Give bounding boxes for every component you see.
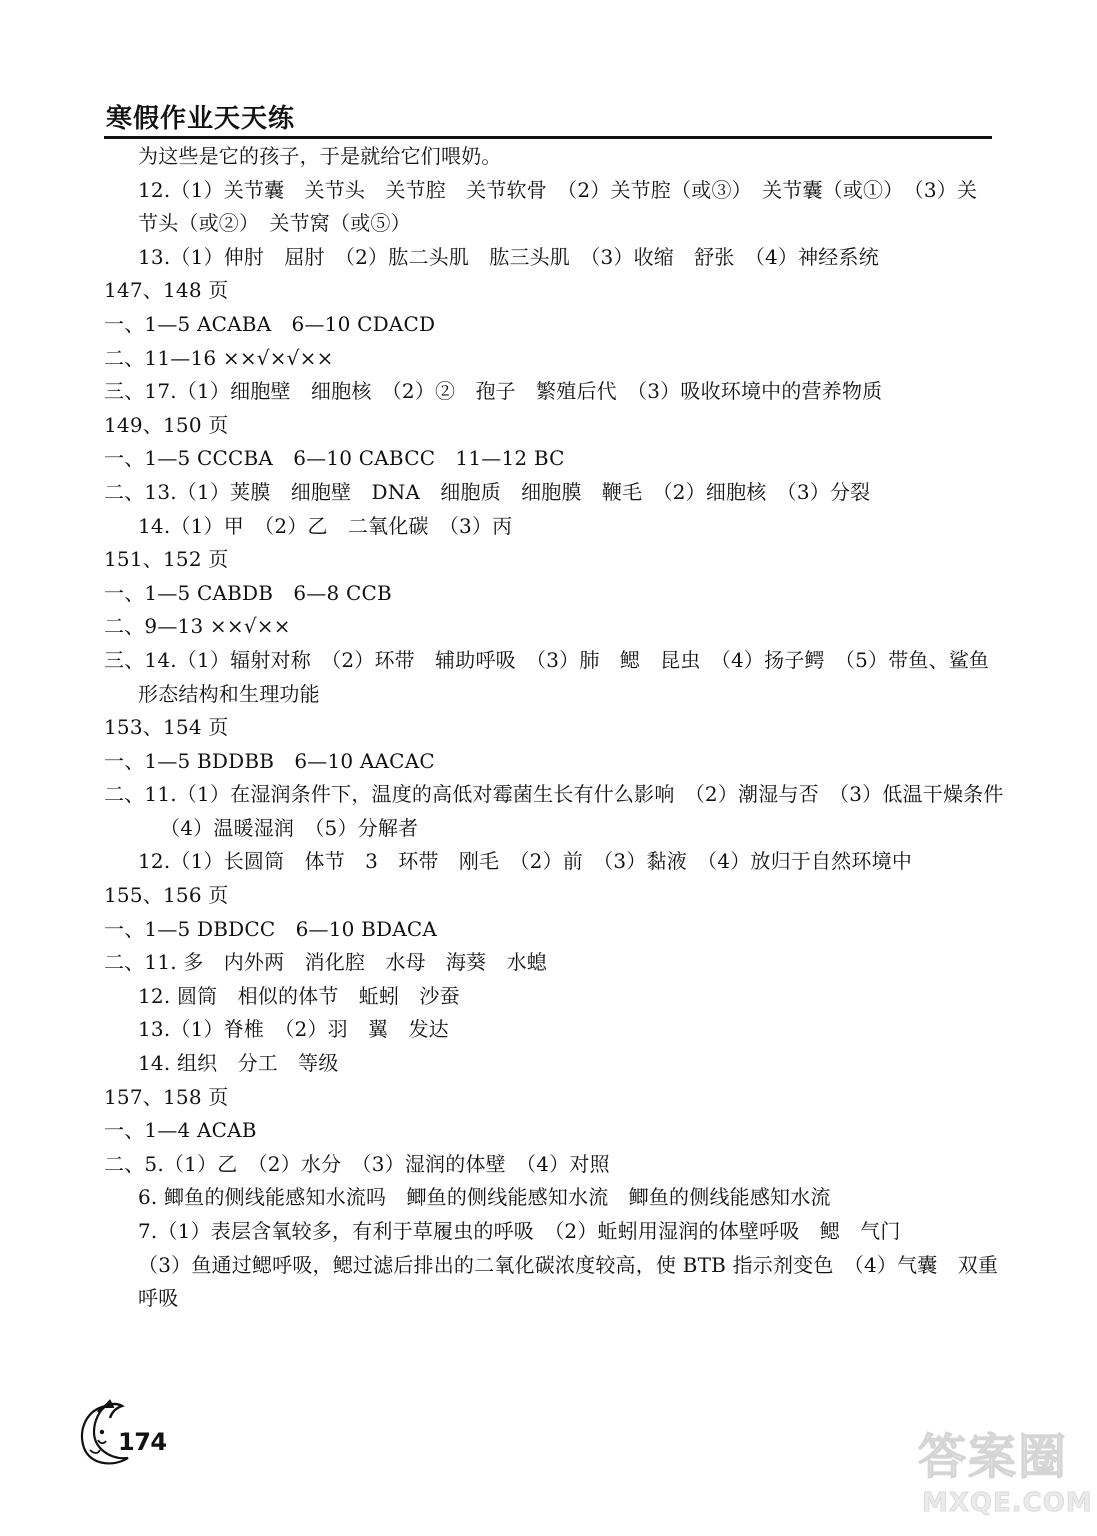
page-number: 174 [118, 1428, 167, 1456]
text-line: 14.（1）甲 （2）乙 二氧化碳 （3）丙 [138, 513, 513, 538]
book-title: 寒假作业天天练 [106, 104, 296, 134]
page-header [104, 96, 992, 139]
text-line: 呼吸 [138, 1286, 179, 1311]
text-line: 7.（1）表层含氧较多，有利于草履虫的呼吸 （2）蚯蚓用湿润的体壁呼吸 鳃 气门 [138, 1219, 901, 1243]
text-line: 一、1—4 ACAB [104, 1118, 257, 1143]
text-line: 14. 组织 分工 等级 [138, 1051, 339, 1076]
page-range-heading: 157、158 页 [104, 1084, 229, 1109]
text-line: 一、1—5 ACABA 6—10 CDACD [104, 311, 436, 336]
text-line: 一、1—5 CCCBA 6—10 CABCC 11—12 BC [104, 446, 565, 471]
text-line: 一、1—5 BDDBB 6—10 AACAC [104, 748, 435, 773]
text-line: 二、5.（1）乙 （2）水分 （3）湿润的体壁 （4）对照 [104, 1151, 610, 1176]
site-watermark [918, 1418, 1093, 1530]
text-line: 二、13.（1）荚膜 细胞壁 DNA 细胞质 细胞膜 鞭毛 （2）细胞核 （3）分裂 [104, 479, 871, 504]
page-footer [76, 1398, 196, 1468]
page-range-heading: 155、156 页 [104, 883, 229, 908]
text-line: 二、11. 多 内外两 消化腔 水母 海葵 水螅 [104, 950, 547, 975]
text-line: 二、9—13 ××√×× [104, 614, 291, 639]
page-range-heading: 151、152 页 [104, 547, 229, 572]
text-line: 13.（1）脊椎 （2）羽 翼 发达 [138, 1017, 449, 1042]
text-line: 形态结构和生理功能 [138, 681, 320, 706]
text-line: 12.（1）关节囊 关节头 关节腔 关节软骨 （2）关节腔（或③） 关节囊（或①） （3）关 [138, 177, 978, 202]
watermark-logo-text: 答案圈 [918, 1429, 1069, 1485]
text-line: （4）温暖湿润 （5）分解者 [160, 815, 419, 840]
text-line: 12. 圆筒 相似的体节 蚯蚓 沙蚕 [138, 983, 460, 1008]
text-line: 6. 鲫鱼的侧线能感知水流吗 鲫鱼的侧线能感知水流 鲫鱼的侧线能感知水流 [138, 1185, 831, 1210]
text-line: 三、17.（1）细胞壁 细胞核 （2）② 孢子 繁殖后代 （3）吸收环境中的营养物质 [104, 379, 883, 404]
text-line: 三、14.（1）辐射对称 （2）环带 辅助呼吸 （3）肺 鳃 昆虫 （4）扬子鳄 （5）带鱼、鲨鱼 [104, 647, 990, 672]
text-line: 一、1—5 CABDB 6—8 CCB [104, 580, 392, 605]
watermark-url: MXQE.COM [922, 1488, 1093, 1518]
text-line: 一、1—5 DBDCC 6—10 BDACA [104, 916, 438, 941]
page-range-heading: 149、150 页 [104, 412, 229, 437]
text-line: 13.（1）伸肘 屈肘 （2）肱二头肌 肱三头肌 （3）收缩 舒张 （4）神经系统 [138, 244, 879, 269]
text-line: 节头（或②） 关节窝（或⑤） [138, 211, 411, 236]
text-line: 二、11.（1）在湿润条件下，温度的高低对霉菌生长有什么影响 （2）潮湿与否 （3）低温干燥条件 [104, 782, 1004, 807]
text-line: （3）鱼通过鳃呼吸，鳃过滤后排出的二氧化碳浓度较高，使 BTB 指示剂变色 （4）气囊 双重 [138, 1252, 999, 1277]
answer-content [104, 140, 1004, 1316]
text-line: 12.（1）长圆筒 体节 3 环带 刚毛 （2）前 （3）黏液 （4）放归于自然环境中 [138, 849, 913, 874]
page-range-heading: 147、148 页 [104, 278, 229, 303]
text-line: 二、11—16 ××√×√×× [104, 345, 334, 370]
page-range-heading: 153、154 页 [104, 715, 229, 740]
text-line: 为这些是它的孩子，于是就给它们喂奶。 [138, 144, 502, 168]
